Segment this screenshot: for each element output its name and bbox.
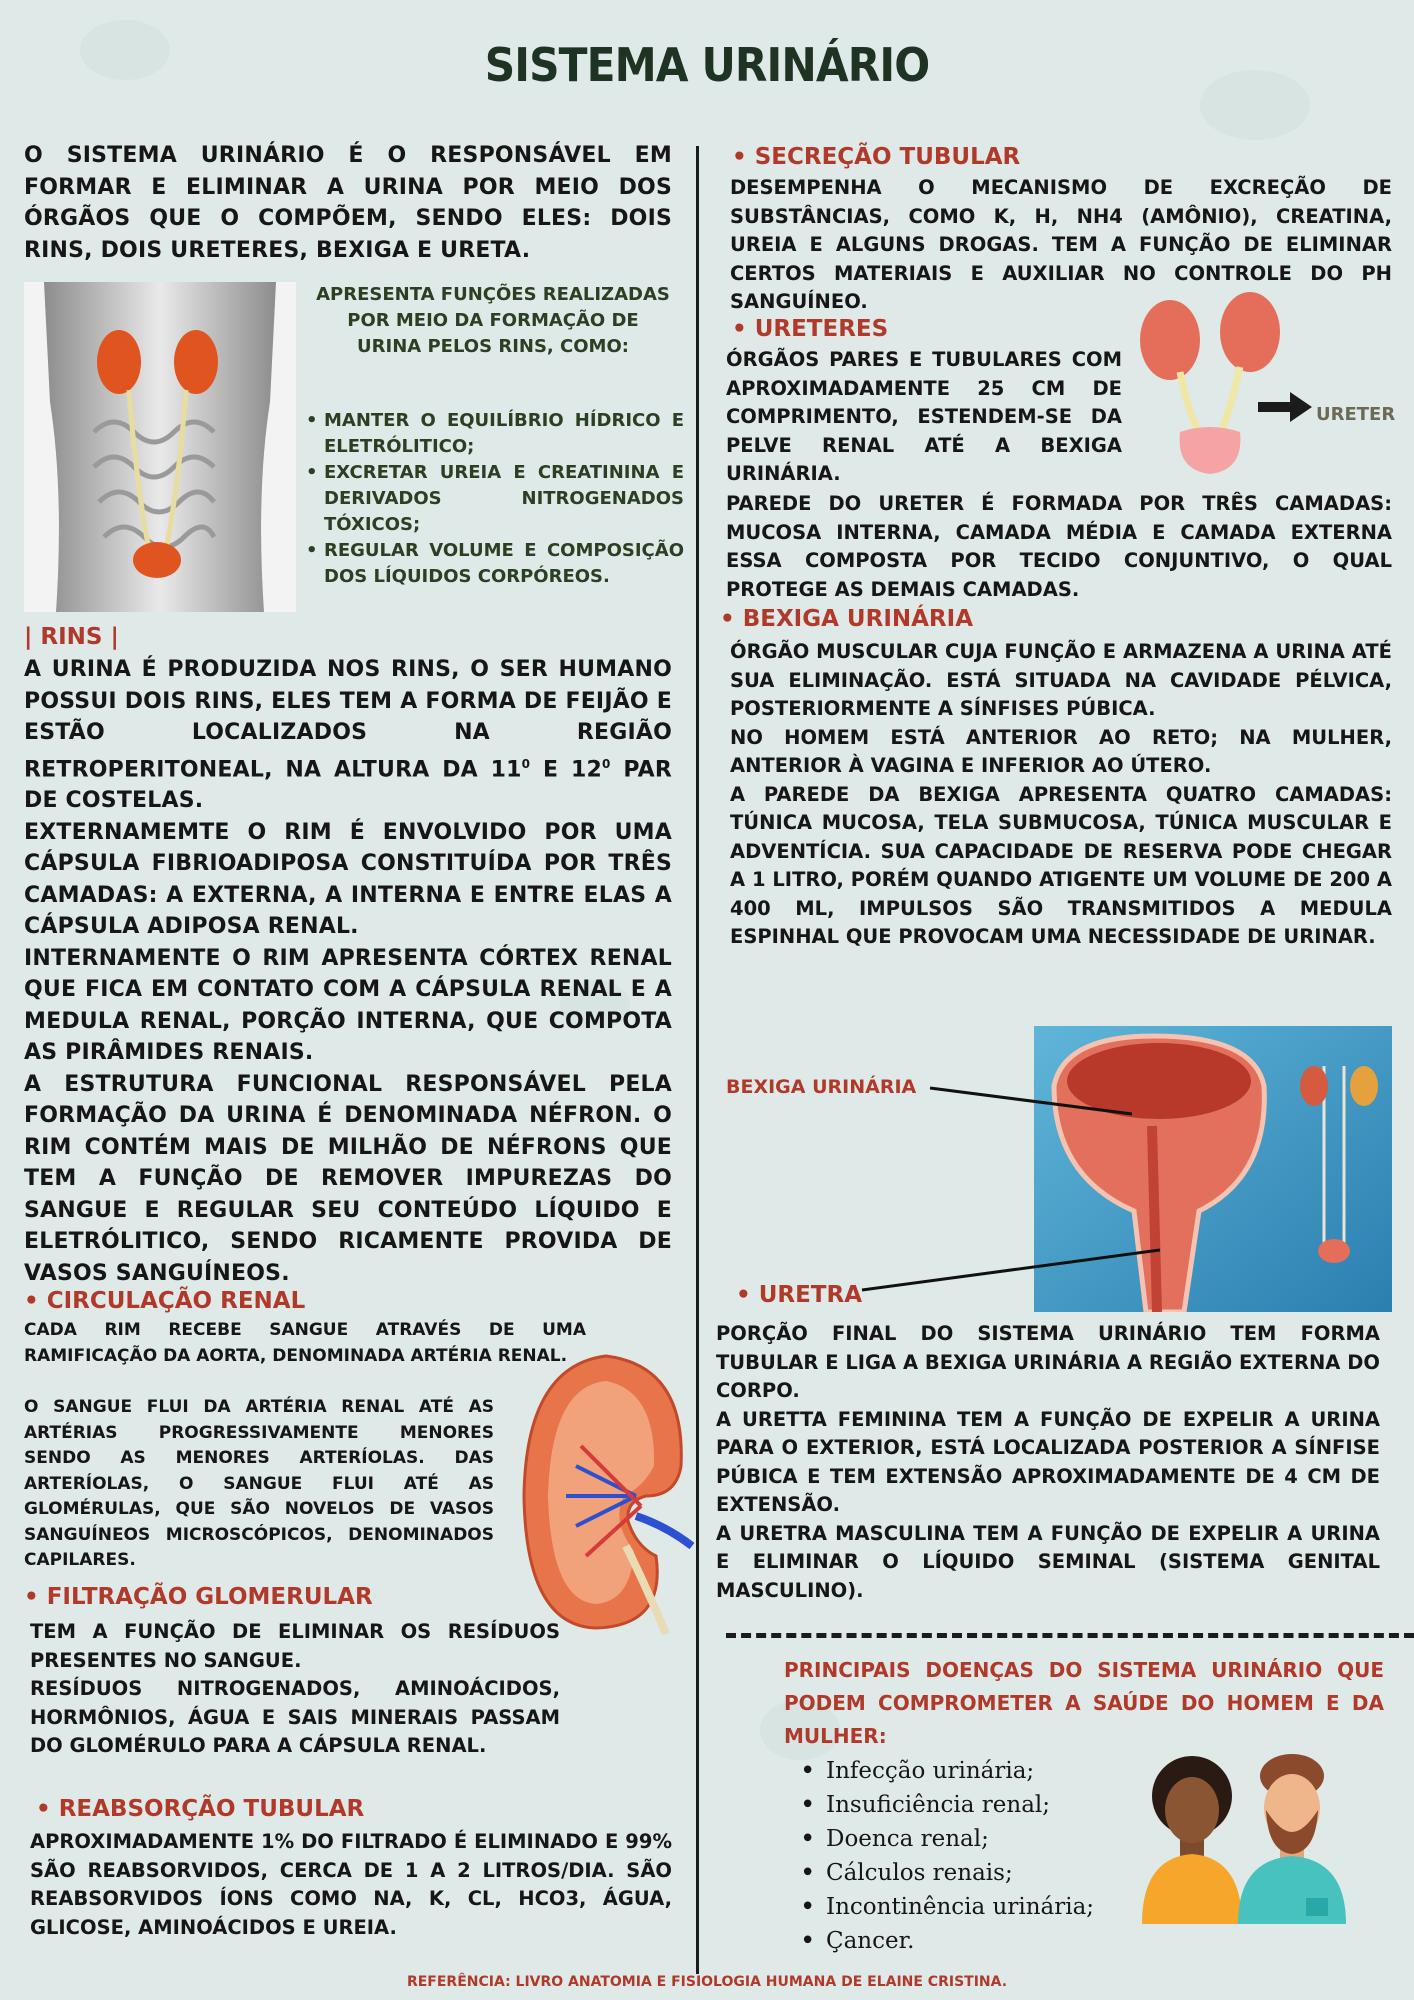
list-item: • EXCRETAR UREIA E CREATININA E DERIVADOS NITROGENADOS TÓXICOS; [324, 460, 684, 538]
rins-paragraph-part: A URINA É PRODUZIDA NOS RINS, O SER HUMANO POSSUI DOIS RINS, ELES TEM A FORMA DE FEIJÃO E ESTÃO LOCALIZADOS NA REGIÃO RETROPERITONEAL, NA ALTURA DA 11 [24, 657, 672, 782]
intro-text: O SISTEMA URINÁRIO É O RESPONSÁVEL EM FORMAR E ELIMINAR A URINA POR MEIO DOS ÓRGÃOS QUE O COMPÕEM, SENDO ELES: DOIS RINS, DOIS URETERES, BEXIGA E URETA. [24, 143, 672, 263]
rins-paragraph: INTERNAMENTE O RIM APRESENTA CÓRTEX RENAL QUE FICA EM CONTATO COM A CÁPSULA RENAL E A MEDULA RENAL, PORÇÃO INTERNA, QUE COMPOTA AS PIRÂMIDES RENAIS. [24, 945, 672, 1066]
list-item: • Insuficiência renal; [826, 1788, 1130, 1822]
filtracao-paragraph: RESÍDUOS NITROGENADOS, AMINOÁCIDOS, HORMÔNIOS, ÁGUA E SAIS MINERAIS PASSAM DO GLOMÉRULO PARA A CÁPSULA RENAL. [30, 1677, 560, 1757]
bexiga-text [730, 638, 1392, 952]
reference-text: REFERÊNCIA: LIVRO ANATOMIA E FISIOLOGIA HUMANA DE ELAINE CRISTINA. [406, 1974, 1008, 1990]
uretra-paragraph: A URETTA FEMININA TEM A FUNÇÃO DE EXPELIR A URINA PARA O EXTERIOR, ESTÁ LOCALIZADA POSTERIOR A SÍNFISE PÚBICA E TEM EXTENSÃO APROXIMADAMENTE DE 4 CM DE EXTENSÃO. [716, 1407, 1380, 1516]
column-divider [696, 146, 699, 1974]
secrecao-paragraph: DESEMPENHA O MECANISMO DE EXCREÇÃO DE SUBSTÂNCIAS, COMO K, H, NH4 (AMÔNIO), CREATINA, UREIA E ALGUNS DROGAS. TEM A FUNÇÃO DE ELIMINAR CERTOS MATERIAIS E AUXILIAR NO CONTROLE DO PH SANGUÍNEO. [730, 176, 1392, 313]
list-item: • Infecção urinária; [826, 1754, 1130, 1788]
functions-list [306, 408, 684, 590]
circulacao-heading: • CIRCULAÇÃO RENAL [24, 1288, 306, 1314]
list-item: • Cálculos renais; [826, 1856, 1130, 1890]
superscript: 0 [521, 756, 531, 771]
kidney-cross-section-image [516, 1346, 696, 1636]
circulacao-text [24, 1318, 586, 1369]
superscript: 0 [602, 756, 611, 771]
ureteres-paragraph: PAREDE DO URETER É FORMADA POR TRÊS CAMADAS: MUCOSA INTERNA, CAMADA MÉDIA E CAMADA EXTERNA ESSA COMPOSTA POR TECIDO CONJUNTIVO, O QUAL PROTEGE AS DEMAIS CAMADAS. [726, 492, 1392, 601]
ureteres-text [726, 346, 1122, 489]
rins-paragraph-part: PAR DE COSTELAS. [24, 756, 672, 814]
reabsorcao-heading: • REABSORÇÃO TUBULAR [36, 1796, 365, 1822]
rins-paragraph-part: E 12 [530, 756, 602, 782]
rins-paragraph [24, 654, 672, 817]
functions-heading: APRESENTA FUNÇÕES REALIZADAS POR MEIO DA FORMAÇÃO DE URINA PELOS RINS, COMO: [316, 284, 670, 357]
secrecao-heading: • SECREÇÃO TUBULAR [732, 144, 1021, 170]
bexiga-pointer-line [928, 1084, 1138, 1120]
uretra-text [716, 1320, 1380, 1605]
circulacao-text-2 [24, 1395, 494, 1574]
ureter-image [1130, 292, 1290, 482]
bexiga-paragraph: NO HOMEM ESTÁ ANTERIOR AO RETO; NA MULHER, ANTERIOR À VAGINA E INFERIOR AO ÚTERO. [730, 725, 1392, 777]
people-illustration [1130, 1748, 1370, 1924]
rins-paragraph: A ESTRUTURA FUNCIONAL RESPONSÁVEL PELA FORMAÇÃO DA URINA É DENOMINADA NÉFRON. O RIM CONTÉM MAIS DE MILHÃO DE NÉFRONS QUE TEM A FUNÇÃO DE REMOVER IMPUREZAS DO SANGUE E REGULAR SEU CONTEÚDO LÍQUIDO E ELETRÓLITICO, SENDO RICAMENTE PROVIDA DE VASOS SANGUÍNEOS. [24, 1071, 672, 1286]
ureteres-paragraph: ÓRGÃOS PARES E TUBULARES COM APROXIMADAMENTE 25 CM DE COMPRIMENTO, ESTENDEM-SE DA PELVE RENAL ATÉ A BEXIGA URINÁRIA. [726, 348, 1122, 485]
bexiga-paragraph: ÓRGÃO MUSCULAR CUJA FUNÇÃO E ARMAZENA A URINA ATÉ SUA ELIMINAÇÃO. ESTÁ SITUADA NA CAVIDADE PÉLVICA, POSTERIORMENTE A SÍNFISES PÚBICA. [730, 640, 1392, 720]
bexiga-urinaria-label: BEXIGA URINÁRIA [726, 1076, 917, 1098]
ureter-label: URETER [1316, 404, 1396, 425]
uretra-paragraph: A URETRA MASCULINA TEM A FUNÇÃO DE EXPELIR A URINA E ELIMINAR O LÍQUIDO SEMINAL (SISTEMA GENITAL MASCULINO). [716, 1521, 1380, 1602]
rins-heading: | RINS | [24, 624, 119, 650]
reabsorcao-paragraph: APROXIMADAMENTE 1% DO FILTRADO É ELIMINADO E 99% SÃO REABSORVIDOS, CERCA DE 1 A 2 LITROS/DIA. SÃO REABSORVIDOS ÍONS COMO NA, K, CL, HCO3, ÁGUA, GLICOSE, AMINOÁCIDOS E UREIA. [30, 1830, 672, 1939]
bexiga-paragraph: A PAREDE DA BEXIGA APRESENTA QUATRO CAMADAS: TÚNICA MUCOSA, TELA SUBMUCOSA, TÚNICA MUSCULAR E ADVENTÍCIA. SUA CAPACIDADE DE RESERVA PODE CHEGAR A 1 LITRO, PORÉM QUANDO ATIGENTE UM VOLUME DE 200 A 400 ML, IMPULSOS SÃO TRANSMITIDOS A MEDULA ESPINHAL QUE PROVOCAM UMA NECESSIDADE DE URINAR. [730, 782, 1392, 948]
dashed-separator [726, 1633, 1414, 1638]
doencas-list [800, 1754, 1130, 1958]
list-item: • Çancer. [826, 1924, 1130, 1958]
reabsorcao-text [30, 1828, 672, 1942]
filtracao-text [30, 1618, 560, 1761]
secrecao-text [730, 174, 1392, 317]
circulacao-paragraph: CADA RIM RECEBE SANGUE ATRAVÉS DE UMA RAMIFICAÇÃO DA AORTA, DENOMINADA ARTÉRIA RENAL. [24, 1320, 586, 1366]
rins-paragraph: EXTERNAMEMTE O RIM É ENVOLVIDO POR UMA CÁPSULA FIBRIOADIPOSA CONSTITUÍDA POR TRÊS CAMADAS: A EXTERNA, A INTERNA E ENTRE ELAS A CÁPSULA ADIPOSA RENAL. [24, 819, 672, 940]
page-title: SISTEMA URINÁRIO [484, 38, 930, 92]
uretra-pointer-line [860, 1246, 1166, 1296]
list-item: • Incontinência urinária; [826, 1890, 1130, 1924]
list-item: • Doenca renal; [826, 1822, 1130, 1856]
filtracao-paragraph: TEM A FUNÇÃO DE ELIMINAR OS RESÍDUOS PRESENTES NO SANGUE. [30, 1620, 560, 1672]
bexiga-heading: • BEXIGA URINÁRIA [720, 606, 973, 632]
circulacao-paragraph: O SANGUE FLUI DA ARTÉRIA RENAL ATÉ AS ARTÉRIAS PROGRESSIVAMENTE MENORES SENDO AS MENORES ARTERÍOLAS. DAS ARTERÍOLAS, O SANGUE FLUI ATÉ AS GLOMÉRULAS, QUE SÃO NOVELOS DE VASOS SANGUÍNEOS MICROSCÓPICOS, DENOMINADOS CAPILARES. [24, 1397, 494, 1570]
rins-text [24, 654, 672, 1289]
list-item: • REGULAR VOLUME E COMPOSIÇÃO DOS LÍQUIDOS CORPÓREOS. [324, 538, 684, 590]
urinary-system-body-image [24, 282, 296, 612]
uretra-paragraph: PORÇÃO FINAL DO SISTEMA URINÁRIO TEM FORMA TUBULAR E LIGA A BEXIGA URINÁRIA A REGIÃO EXTERNA DO CORPO. [716, 1322, 1380, 1402]
doencas-heading: PRINCIPAIS DOENÇAS DO SISTEMA URINÁRIO QUE PODEM COMPROMETER A SAÚDE DO HOMEM E DA MULHER: [784, 1658, 1384, 1748]
arrow-right-icon [1256, 390, 1314, 424]
uretra-heading: • URETRA [736, 1282, 863, 1308]
list-item: • MANTER O EQUILÍBRIO HÍDRICO E ELETRÓLITICO; [324, 408, 684, 460]
filtracao-heading: • FILTRAÇÃO GLOMERULAR [24, 1584, 373, 1610]
ureteres-heading: • URETERES [732, 316, 889, 342]
ureteres-text-2 [726, 490, 1392, 604]
